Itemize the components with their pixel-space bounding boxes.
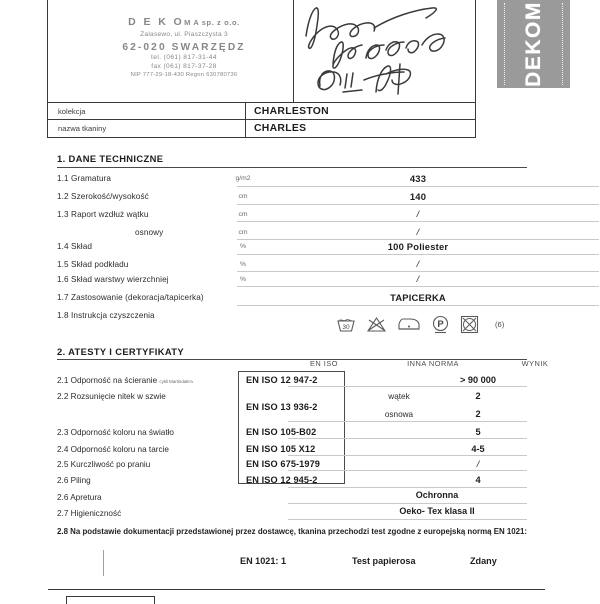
row-underline — [288, 421, 527, 422]
cert-inna: wątek — [388, 392, 410, 401]
handwritten-signature — [300, 2, 515, 97]
cert-label: 2.2 Rozsunięcie nitek w szwie — [57, 392, 166, 401]
table-row — [57, 189, 527, 207]
section-1-heading: 1. DANE TECHNICZNE — [57, 153, 164, 164]
header-box — [47, 0, 476, 103]
row-underline — [288, 519, 527, 520]
brand-tab-label: DEKOM — [521, 1, 545, 87]
column-header-inna-norma: INNA NORMA — [407, 359, 459, 368]
section-1-rule — [57, 167, 527, 168]
cert-label: 2.6 Apretura — [57, 493, 102, 502]
table-row — [57, 290, 527, 308]
cert-label-sub: cykli Martindale'a — [159, 379, 193, 384]
tech-value: 100 Poliester — [237, 241, 599, 255]
no-bleach-icon — [366, 316, 387, 333]
tech-unit: g/m2 — [235, 175, 251, 182]
row-underline — [288, 455, 527, 456]
cert-result: / — [476, 459, 480, 469]
tech-value: / — [237, 274, 599, 287]
tech-label: 1.5 Skład podkładu — [57, 260, 129, 269]
svg-text:P: P — [437, 319, 444, 330]
company-name-text: D E K O — [128, 16, 185, 28]
wash-30-icon — [336, 316, 356, 333]
footer-box-stub — [66, 596, 155, 604]
perforation-right — [562, 3, 563, 85]
cert-iso: EN ISO 13 936-2 — [246, 402, 318, 412]
row-underline — [288, 386, 527, 387]
tech-unit: cm — [238, 229, 248, 236]
cert-result: 2 — [475, 391, 481, 401]
table-row — [57, 171, 527, 189]
cert-iso: EN ISO 675-1979 — [246, 459, 321, 469]
row-underline — [288, 438, 527, 439]
tech-label: 1.3 Raport wzdłuż wątku — [57, 210, 149, 219]
care-symbols-row — [336, 315, 504, 334]
cert-label: 2.7 Higieniczność — [57, 509, 122, 518]
table-row — [57, 207, 527, 225]
care-note: (6) — [495, 320, 505, 329]
perforation-left — [504, 3, 505, 85]
cert-label: 2.5 Kurczliwość po praniu — [57, 460, 151, 469]
tech-value: / — [237, 209, 599, 222]
tech-label: 1.2 Szerokość/wysokość — [57, 192, 149, 201]
final-norm: EN 1021: 1 — [240, 556, 287, 566]
row-underline — [288, 470, 527, 471]
table-row — [57, 407, 527, 425]
company-details — [84, 16, 284, 80]
iron-low-icon — [397, 316, 421, 333]
tech-value: TAPICERKA — [237, 292, 599, 306]
tech-unit: % — [239, 276, 247, 283]
cert-label-text: 2.1 Odporność na ścieranie — [57, 376, 158, 385]
cert-result: 2 — [475, 409, 481, 419]
tech-unit: cm — [238, 211, 248, 218]
cert-label: 2.3 Odporność koloru na światło — [57, 428, 174, 437]
column-header-wynik: WYNIK — [521, 359, 549, 368]
row-underline — [288, 487, 527, 488]
row-underline — [288, 503, 527, 504]
table-row — [57, 239, 527, 257]
cert-value: Oeko- Tex klasa II — [399, 506, 475, 516]
cert-inna: osnowa — [384, 410, 414, 419]
footer-rule — [48, 589, 545, 590]
tech-value: 140 — [237, 191, 599, 205]
cert-value: Ochronna — [415, 490, 459, 500]
table-row — [57, 272, 527, 290]
table-row — [57, 425, 527, 443]
tech-label: 1.1 Gramatura — [57, 174, 112, 183]
final-row-divider — [103, 550, 104, 576]
cert-result: 5 — [475, 427, 481, 437]
compliance-paragraph: 2.8 Na podstawie dokumentacji przedstawionej przez dostawcę, tkanina przechodzi test zgodne z europejską normą EN 1021: — [57, 527, 528, 536]
cert-iso: EN ISO 12 947-2 — [246, 375, 318, 385]
collection-value: CHARLESTON — [254, 105, 329, 117]
tech-label: 1.6 Skład warstwy wierzchniej — [57, 275, 169, 284]
cert-label: 2.4 Odporność koloru na tarcie — [57, 445, 169, 454]
fabric-name-label: nazwa tkaniny — [48, 120, 246, 137]
final-result: Zdany — [470, 556, 497, 566]
company-city: 62-020 SWARZĘDZ — [122, 41, 246, 53]
cert-iso: EN ISO 105-B02 — [246, 427, 317, 437]
tech-unit: % — [239, 261, 247, 268]
cert-iso: EN ISO 12 945-2 — [246, 475, 318, 485]
tech-label: 1.7 Zastosowanie (dekoracja/tapicerka) — [57, 293, 204, 302]
company-name — [84, 16, 284, 30]
section-2-heading: 2. ATESTY I CERTYFIKATY — [57, 346, 184, 357]
column-header-eniso: EN ISO — [309, 359, 339, 368]
company-nip: NIP 777-29-18-430 Regon 630780736 — [130, 71, 238, 78]
cert-result: 4 — [475, 475, 481, 485]
table-row — [57, 473, 527, 491]
tech-unit: % — [239, 243, 247, 250]
tech-label: osnowy — [135, 228, 164, 237]
final-test-name: Test papierosa — [352, 556, 416, 566]
cert-iso: EN ISO 105 X12 — [246, 444, 316, 454]
tech-label: 1.4 Skład — [57, 242, 93, 251]
company-tel: tel. (061) 817-31-44 — [151, 54, 217, 62]
company-street: Zalasewo, ul. Piaszczysta 3 — [140, 30, 228, 38]
company-fax: fax (061) 817-37-28 — [151, 62, 217, 70]
svg-text:30: 30 — [342, 324, 350, 331]
dryclean-p-icon — [431, 315, 450, 334]
company-legal-form: M A sp. z o.o. — [184, 18, 240, 27]
tech-value: 433 — [237, 173, 599, 187]
collection-label: kolekcja — [48, 103, 246, 119]
tech-unit: cm — [238, 193, 248, 200]
tech-value: / — [237, 259, 599, 272]
tech-value: / — [237, 227, 599, 240]
header-divider — [293, 0, 294, 102]
table-row — [48, 120, 475, 137]
table-row — [48, 103, 475, 120]
fabric-name-value: CHARLES — [254, 123, 307, 134]
cert-result: > 90 000 — [459, 375, 497, 385]
fabric-identity-table — [47, 103, 476, 138]
cert-label: 2.6 Piling — [57, 476, 91, 485]
cert-result: 4-5 — [471, 444, 485, 454]
final-test-row — [240, 556, 530, 572]
tech-label: 1.8 Instrukcja czyszczenia — [57, 311, 155, 320]
cert-label — [57, 376, 193, 385]
certificate-column-headers — [57, 359, 549, 371]
no-tumble-dry-icon — [460, 315, 479, 334]
dekoma-brand-tab — [497, 0, 570, 88]
table-row — [57, 506, 527, 524]
